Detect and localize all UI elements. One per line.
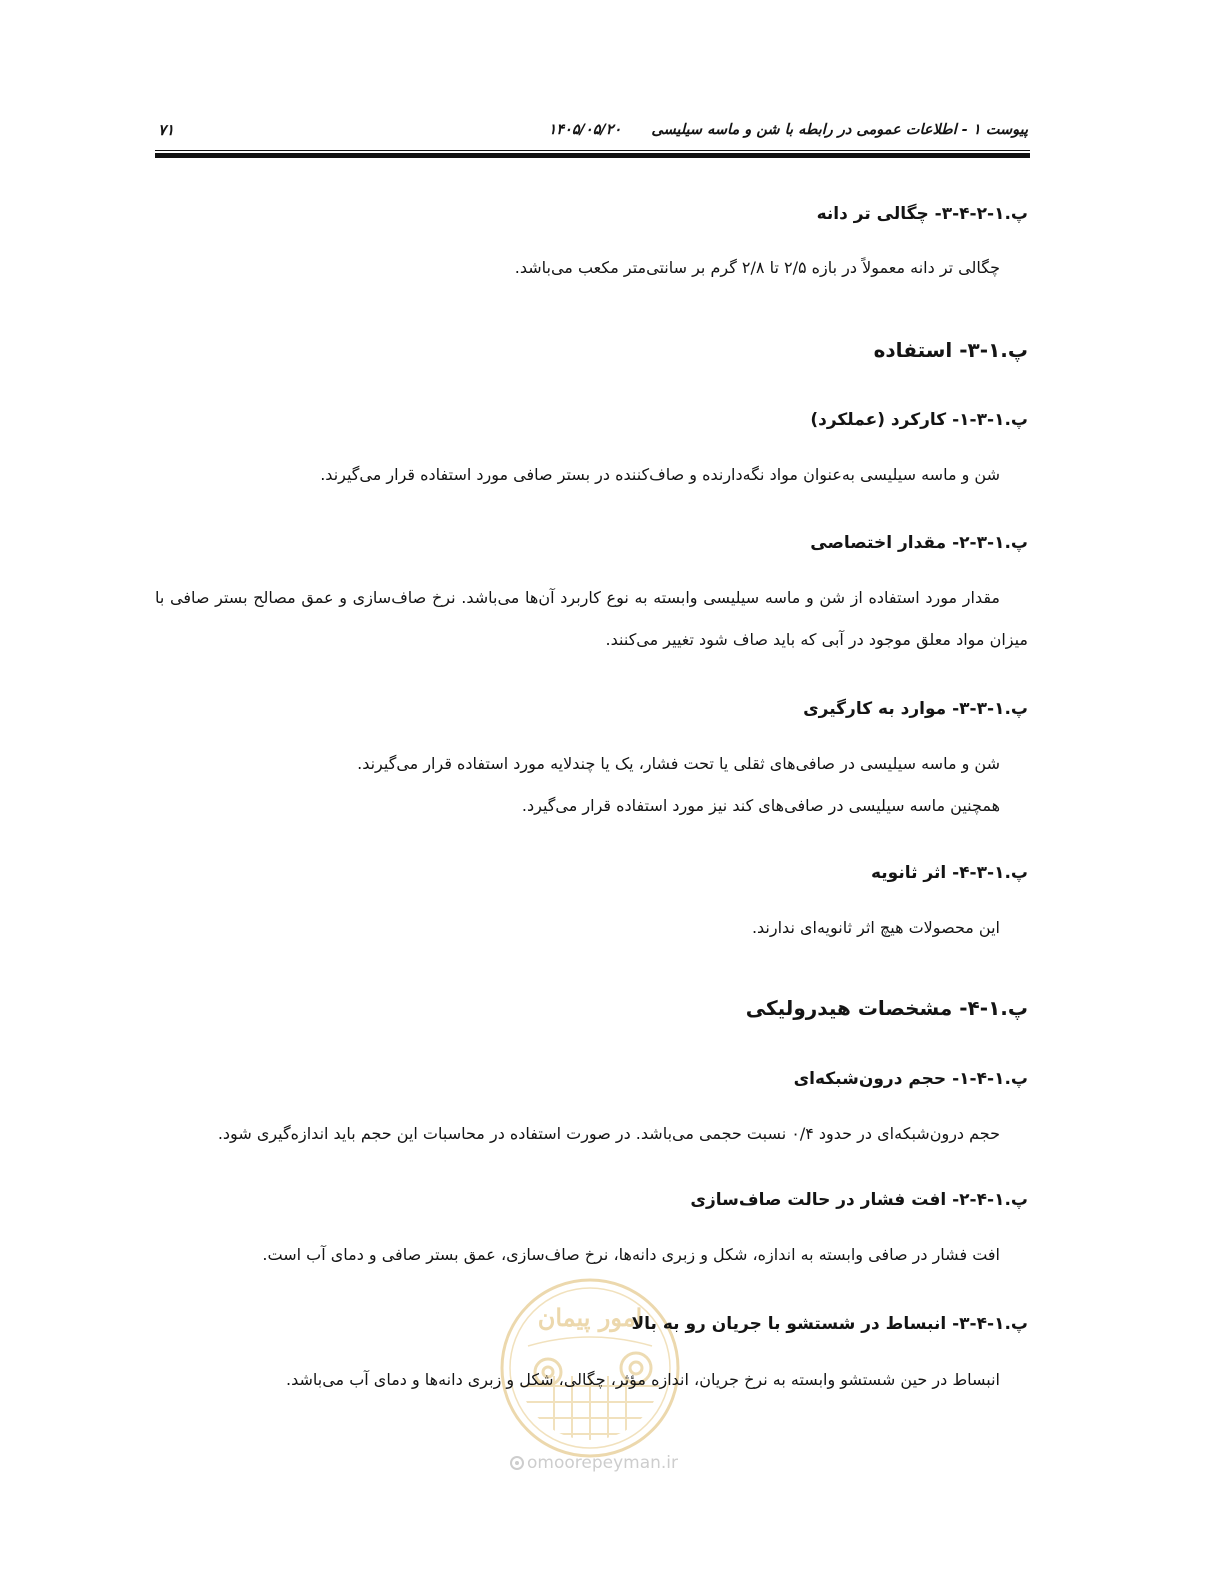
heading-applications: پ.۱-۳-۳- موارد به کارگیری [803,699,1028,719]
watermark-url-text: omoorepeyman.ir [527,1453,679,1473]
watermark-logo-icon [510,1456,524,1470]
paragraph-wet-density: چگالی تر دانه معمولاً در بازه ۲/۵ تا ۲/۸ گرم بر سانتی‌متر مکعب می‌باشد. [514,258,1000,277]
heading-backwash-expansion: پ.۱-۴-۳- انبساط در شستشو با جریان رو به بالا [631,1314,1028,1334]
header-date: ۱۴۰۵/۰۵/۲۰ [548,122,622,138]
paragraph-pore-volume: حجم درون‌شبکه‌ای در حدود ۰/۴ نسبت حجمی می‌باشد. در صورت استفاده در محاسبات این حجم باید اندازه‌گیری شود. [217,1124,1000,1143]
heading-usage: پ.۱-۳- استفاده [873,338,1028,362]
paragraph-specific-amount: مقدار مورد استفاده از شن و ماسه سیلیسی وابسته به نوع کاربرد آن‌ها می‌باشد. نرخ صاف‌سازی و عمق مصالح بستر صافی با میزان مواد معلق موجود در آبی که باید صاف شود تغییر می‌کنند. [155,588,1028,649]
paragraph-function: شن و ماسه سیلیسی به‌عنوان مواد نگه‌دارنده و صاف‌کننده در بستر صافی مورد استفاده قرار می‌گیرند. [320,465,1000,484]
watermark-url [510,1450,678,1476]
seal-text: امور پیمان [537,1303,643,1332]
running-header [548,118,1028,142]
paragraph-applications-line-2: همچنین ماسه سیلیسی در صافی‌های کند نیز مورد استفاده قرار می‌گیرد. [521,796,1000,815]
heading-wet-density: پ.۱-۲-۴-۳- چگالی تر دانه [816,204,1028,224]
heading-side-effects: پ.۱-۳-۴- اثر ثانویه [870,863,1028,883]
heading-hydraulic: پ.۱-۴- مشخصات هیدرولیکی [745,996,1028,1020]
heading-function: پ.۱-۳-۱- کارکرد (عملکرد) [810,410,1028,430]
header-rule-thick [155,153,1030,158]
paragraph-backwash-expansion: انبساط در حین شستشو وابسته به نرخ جریان، اندازه مؤثر، چگالی، شکل و زبری دانه‌ها و دمای آب می‌باشد. [285,1370,1000,1389]
paragraph-pressure-drop: افت فشار در صافی وابسته به اندازه، شکل و زبری دانه‌ها، نرخ صاف‌سازی، عمق بستر صافی و دمای آب است. [262,1245,1000,1264]
header-title: پیوست ۱ - اطلاعات عمومی در رابطه با شن و ماسه سیلیسی [651,122,1028,138]
heading-pressure-drop: پ.۱-۴-۲- افت فشار در حالت صاف‌سازی [690,1190,1028,1210]
heading-specific-amount: پ.۱-۳-۲- مقدار اختصاصی [810,533,1028,553]
heading-pore-volume: پ.۱-۴-۱- حجم درون‌شبکه‌ای [793,1069,1028,1089]
header-rule-thin [155,150,1030,151]
paragraph-applications-line-1: شن و ماسه سیلیسی در صافی‌های ثقلی یا تحت فشار، یک یا چندلایه مورد استفاده قرار می‌گیرند. [357,754,1000,773]
page-number: ۷۱ [158,121,175,139]
paragraph-side-effects: این محصولات هیچ اثر ثانویه‌ای ندارند. [751,918,1000,937]
